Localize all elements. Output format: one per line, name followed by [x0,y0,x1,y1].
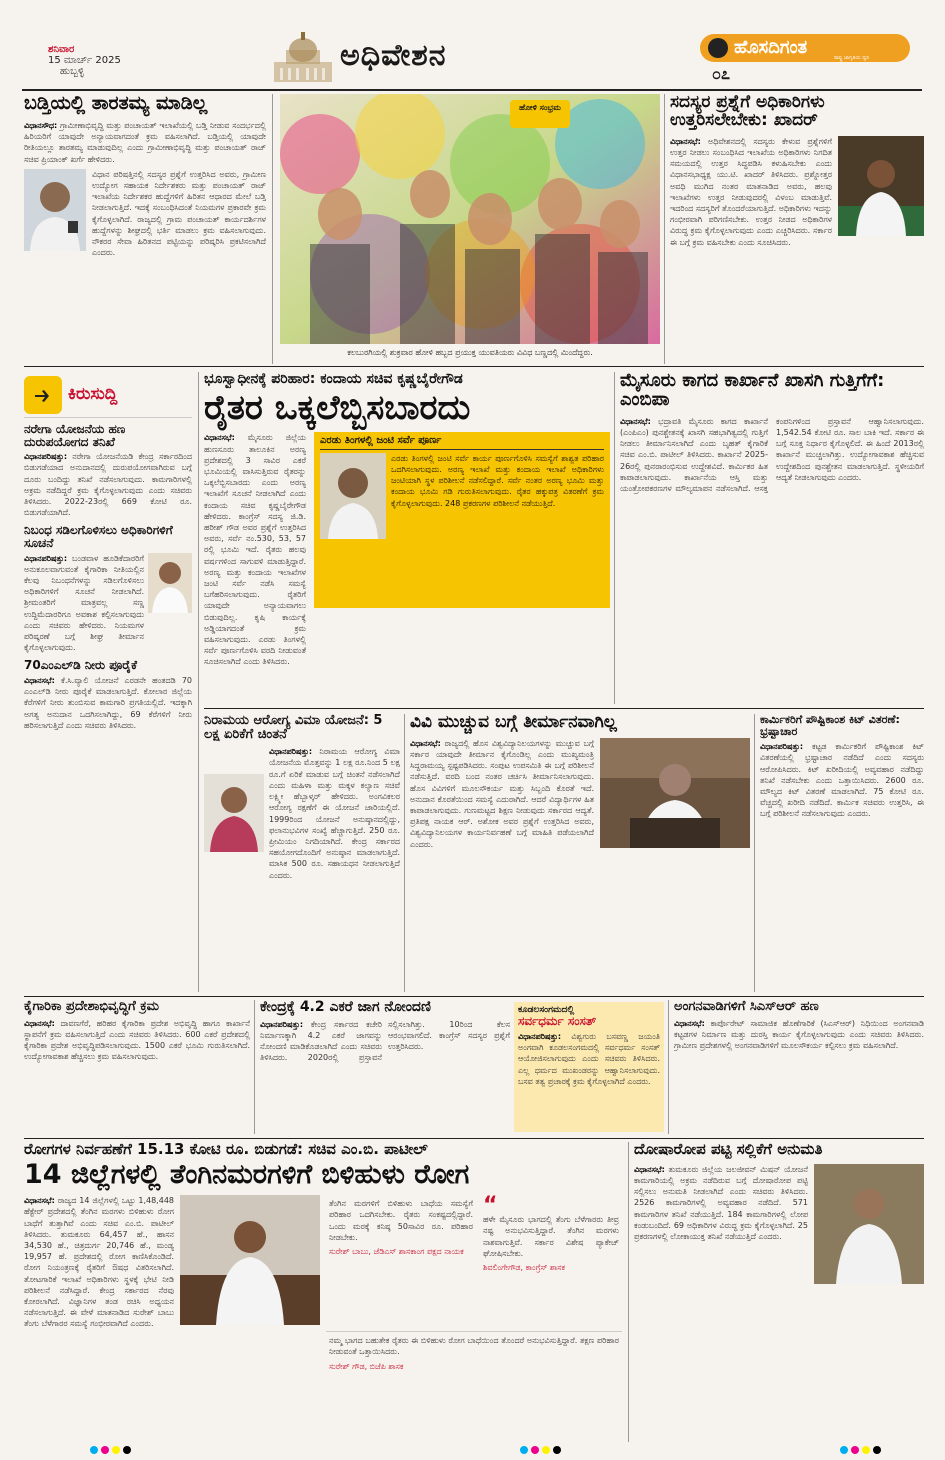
info-box-body: ಎರಡು ತಿಂಗಳಲ್ಲಿ ಜಂಟಿ ಸರ್ವೆ ಕಾರ್ಯ ಪೂರ್ಣಗೊಳಿಸಿ ಸಮಸ್ಯೆಗೆ ಶಾಶ್ವತ ಪರಿಹಾರ ಒದಗಿಸಲಾಗುವುದು. ಅರಣ್ಯ ಇಲಾಖೆ ಮತ್ತು ಕಂದಾಯ ಇಲಾಖೆ ಅಧಿಕಾರಿಗಳು ಜಂಟಿಯಾಗಿ ಸ್ಥಳ ಪರಿಶೀಲನೆ ನಡೆಸಲಿದ್ದಾರೆ. ಸರ್ವೆ ನಂತರ ಅರಣ್ಯ ಭೂಮಿ ಮತ್ತು ಕಂದಾಯ ಭೂಮಿ ಗಡಿ ಗುರುತಿಸಲಾಗುವುದು. ರೈತರ ಹಕ್ಕುಪತ್ರ ವಿತರಣೆಗೆ ಕ್ರಮ ಕೈಗೊಳ್ಳಲಾಗುವುದು. 248 ಪ್ರಕರಣಗಳ ಪರಿಶೀಲನೆ ನಡೆಯುತ್ತಿದೆ. [391,453,604,508]
holi-photo [280,94,660,344]
story-headline: ವಿವಿ ಮುಚ್ಚುವ ಬಗ್ಗೆ ತೀರ್ಮಾನವಾಗಿಲ್ಲ [410,714,617,732]
minister-photo [24,169,86,251]
brief-header [24,372,192,418]
brand-logo-icon [708,38,728,58]
story-chargesheet [634,1142,924,1442]
brief-body-text: ಬಂಡವಾಳ ಹೂಡಿಕೆದಾರರಿಗೆ ಅನುಕೂಲವಾಗುವಂತೆ ಕೈಗಾರಿಕಾ ನೀತಿಯಲ್ಲಿನ ಕೆಲವು ನಿಬಂಧನೆಗಳನ್ನು ಸಡಿಲಗೊಳಿಸಲು ಅಧಿಕಾರಿಗಳಿಗೆ ಸೂಚನೆ ನೀಡಲಾಗಿದೆ. ಶ್ರೀಮಂತರಿಗೆ ಮಾತ್ರವಲ್ಲ ಸಣ್ಣ ಉದ್ದಿಮೆದಾರರಿಗೂ ಅವಕಾಶ ಕಲ್ಪಿಸಲಾಗುವುದು ಎಂದು ಸಚಿವರು ಹೇಳಿದರು. ನಿಯಮಗಳ ಪರಿಷ್ಕರಣೆ ಬಗ್ಗೆ ಶೀಘ್ರ ತೀರ್ಮಾನ ಕೈಗೊಳ್ಳಲಾಗುವುದು. [24,553,144,653]
story-lead-text: ಗ್ರಾಮೀಣಾಭಿವೃದ್ಧಿ ಮತ್ತು ಪಂಚಾಯತ್ ಇಲಾಖೆಯಲ್ಲಿ ಬಡ್ತಿ ನೀಡುವ ಸಂದರ್ಭದಲ್ಲಿ ಹಿರಿಯರಿಗೆ ಯಾವುದೇ ಅನ್ಯಾಯವಾಗದಂತೆ ಕ್ರಮ ವಹಿಸಲಾಗಿದೆ. ಬಡ್ತಿಯಲ್ಲಿ ಯಾವುದೇ ರೀತಿಯಲ್ಲೂ ತಾರತಮ್ಯ ಮಾಡುವುದಿಲ್ಲ ಎಂದು ಗ್ರಾಮೀಣಾಭಿವೃದ್ಧಿ ಮತ್ತು ಪಂಚಾಯತ್ ರಾಜ್ ಸಚಿವ ಪ್ರಿಯಾಂಕ್ ಖರ್ಗೆ ಹೇಳಿದರು. [24,120,266,164]
registration-marks [90,1446,210,1454]
story-land-registration [260,1000,510,1134]
story-body [24,1195,174,1435]
column-rule [198,372,199,992]
story-body [269,746,400,880]
quote-2 [480,1195,622,1325]
weekday: ಶನಿವಾರ [48,44,75,55]
story-headline: ಮೈಸೂರು ಕಾಗದ ಕಾರ್ಖಾನೆ ಖಾಸಗಿ ಗುತ್ತಿಗೆಗೆ: ಎಂಬಿಪಾ [620,372,885,410]
story-body: ವಿಧಾನ ಪರಿಷತ್ತಿನಲ್ಲಿ ಸದಸ್ಯರ ಪ್ರಶ್ನೆಗೆ ಉತ್ತರಿಸಿದ ಅವರು, ಗ್ರಾಮೀಣ ಉದ್ಯೋಗ ಸಹಾಯಕ ನಿರ್ದೇಶಕರು ಮತ್ತು ಪಂಚಾಯತ್ ರಾಜ್ ಇಲಾಖೆಯ ನಿರ್ದೇಶಕರ ಹುದ್ದೆಗಳಿಗೆ ಹಿರಿತನ ಆಧಾರದ ಮೇಲೆ ಬಡ್ತಿ ನೀಡಲಾಗುತ್ತಿದೆ. ಇದಕ್ಕೆ ಸಂಬಂಧಿಸಿದಂತೆ ನಿಯಮಗಳ ಪ್ರಕಾರವೇ ಕ್ರಮ ಕೈಗೊಳ್ಳಲಾಗಿದೆ. ರಾಜ್ಯದಲ್ಲಿ ಗ್ರಾಮ ಪಂಚಾಯತ್ ಕಾರ್ಯದರ್ಶಿಗಳ ಹುದ್ದೆಗಳನ್ನು ಶೀಘ್ರದಲ್ಲಿ ಭರ್ತಿ ಮಾಡಲು ಕ್ರಮ ವಹಿಸಲಾಗುವುದು. ನೌಕರರ ಸೇವಾ ಹಿರಿತನದ ಪಟ್ಟಿಯನ್ನು ಪರಿಷ್ಕರಿಸಿ ಪ್ರಕಟಿಸಲಾಗಿದೆ ಎಂದರು. [92,169,266,258]
section-rule [204,708,924,709]
brief-dateline: ವಿಧಾನಪರಿಷತ್ತು: [24,553,68,563]
vidhana-soudha-icon [268,28,338,84]
story-body [670,136,832,248]
story-khader [670,94,924,362]
story-body [204,432,306,692]
quote-author: ಶಿವಲಿಂಗೇಗೌಡ, ಕಾಂಗ್ರೆಸ್ ಶಾಸಕ [483,1262,565,1272]
registration-marks [520,1446,640,1454]
story-lead [24,120,266,165]
story-paper-mill [620,372,924,704]
story-dateline: ವಿಧಾನಪರಿಷತ್ತು: [760,742,804,752]
story-headline: ನಿರಾಮಯ ಆರೋಗ್ಯ ವಿಮಾ ಯೋಜನೆ: 5 ಲಕ್ಷ ಏರಿಕೆಗೆ ಚಿಂತನೆ [204,714,383,742]
holi-photo-image [280,94,660,344]
story-dateline: ವಿಧಾನಸಭೆ: [410,738,441,748]
mlc-photo [148,553,192,613]
story-headline: ಸದಸ್ಯರ ಪ್ರಶ್ನೆಗೆ ಅಧಿಕಾರಿಗಳು ಉತ್ತರಿಸಲೇಬೇಕು: ಖಾದರ್ [670,94,825,130]
brief-body [24,675,192,731]
story-kicker: ಭೂಸ್ವಾಧೀನಕ್ಕೆ ಪರಿಹಾರ: ಕಂದಾಯ ಸಚಿವ ಕೃಷ್ಣಬೈರೇಗೌಡ [204,372,463,387]
quote-text: ಹಳೇ ಮೈಸೂರು ಭಾಗದಲ್ಲಿ ತೆಂಗು ಬೆಳೆಗಾರರು ತೀವ್ರ ನಷ್ಟ ಅನುಭವಿಸುತ್ತಿದ್ದಾರೆ. ತೆಂಗಿನ ಮರಗಳು ನಾಶವಾಗುತ್ತಿವೆ. ಸರ್ಕಾರ ವಿಶೇಷ ಪ್ಯಾಕೇಜ್ ಘೋಷಿಸಬೇಕು. [483,1215,619,1258]
story-body-text: ನಿರಾಮಯ ಆರೋಗ್ಯ ವಿಮಾ ಯೋಜನೆಯ ಮೊತ್ತವನ್ನು 1 ಲಕ್ಷ ರೂ.ನಿಂದ 5 ಲಕ್ಷ ರೂ.ಗೆ ಏರಿಕೆ ಮಾಡುವ ಬಗ್ಗೆ ಚಿಂತನೆ ನಡೆಸಲಾಗಿದೆ ಎಂದು ಮಹಿಳಾ ಮತ್ತು ಮಕ್ಕಳ ಕಲ್ಯಾಣ ಸಚಿವೆ ಲಕ್ಷ್ಮೀ ಹೆಬ್ಬಾಳ್ಕರ್ ಹೇಳಿದರು. ಅಂಗವಿಕಲರ ಆರೋಗ್ಯ ರಕ್ಷಣೆಗೆ ಈ ಯೋಜನೆ ಜಾರಿಯಲ್ಲಿದೆ. 1999ರಿಂದ ಯೋಜನೆ ಅನುಷ್ಠಾನದಲ್ಲಿದ್ದು, ಫಲಾನುಭವಿಗಳ ಸಂಖ್ಯೆ ಹೆಚ್ಚಾಗುತ್ತಿದೆ. 250 ರೂ. ಪ್ರೀಮಿಯಂ ನಿಗದಿಯಾಗಿದೆ. ಕೇಂದ್ರ ಸರ್ಕಾರದ ಸಹಯೋಗದೊಂದಿಗೆ ಅನುಷ್ಠಾನ ಮಾಡಲಾಗುತ್ತಿದೆ. ಮಾಸಿಕ 500 ರೂ. ಸಹಾಯಧನ ನೀಡಲಾಗುತ್ತಿದೆ ಎಂದರು. [269,747,400,880]
story-kicker: ರೋಗಗಳ ನಿರ್ವಹಣೆಗೆ 15.13 ಕೋಟಿ ರೂ. ಬಿಡುಗಡೆ: ಸಚಿವ ಎಂ.ಬಿ. ಪಾಟೀಲ್ [24,1142,428,1158]
story-labour-kit [760,714,924,992]
section-rule [24,996,924,997]
registration-marks [840,1446,945,1454]
story-dateline: ವಿಧಾನಪರಿಷತ್ತು: [518,1032,562,1042]
brief-dateline: ವಿಧಾನಸಭೆ: [24,676,55,686]
column-rule [668,1000,669,1134]
story-body [620,416,924,494]
story-body [260,1019,510,1064]
story-body-text: ಭದ್ರಾವತಿ ಮೈಸೂರು ಕಾಗದ ಕಾರ್ಖಾನೆ (ಎಂಪಿಎಂ) ಪುನಶ್ಚೇತನಕ್ಕೆ ಖಾಸಗಿ ಸಹಭಾಗಿತ್ವದಲ್ಲಿ ಗುತ್ತಿಗೆ ನೀಡಲು ತೀರ್ಮಾನಿಸಲಾಗಿದೆ ಎಂದು ಬೃಹತ್ ಕೈಗಾರಿಕೆ ಸಚಿವ ಎಂ.ಬಿ. ಪಾಟೀಲ್ ತಿಳಿಸಿದರು. ಕಾರ್ಖಾನೆ 2025-26ರಲ್ಲಿ ಪುನರಾರಂಭಿಸುವ ಉದ್ದೇಶವಿದೆ. ಕಾರ್ಮಿಕರ ಹಿತ ಕಾಪಾಡಲಾಗುವುದು. ಕಾರ್ಖಾನೆಯ ಆಸ್ತಿ ಮತ್ತು ಯಂತ್ರೋಪಕರಣಗಳ ಮೌಲ್ಯಮಾಪನ ನಡೆಸಲಾಗಿದೆ. ಆಸಕ್ತ ಕಂಪನಿಗಳಿಂದ ಪ್ರಸ್ತಾವನೆ ಆಹ್ವಾನಿಸಲಾಗುವುದು. 1,542.54 ಕೋಟಿ ರೂ. ಸಾಲ ಬಾಕಿ ಇದೆ. ಸರ್ಕಾರ ಈ ಬಗ್ಗೆ ಸೂಕ್ತ ನಿರ್ಧಾರ ಕೈಗೊಳ್ಳಲಿದೆ. ಈ ಹಿಂದೆ 2013ರಲ್ಲಿ ಕಾರ್ಖಾನೆ ಮುಚ್ಚಲಾಗಿತ್ತು. ಉದ್ಯೋಗಾವಕಾಶ ಹೆಚ್ಚಿಸುವ ಉದ್ದೇಶದಿಂದ ಪುನಶ್ಚೇತನ ಮಾಡಲಾಗುತ್ತಿದೆ. ಸ್ಥಳೀಯರಿಗೆ ಆದ್ಯತೆ ನೀಡಲಾಗುವುದು ಎಂದರು. [620,416,924,493]
column-rule [404,714,405,992]
story-dateline: ವಿಧಾನಸೌಧ: [24,120,58,130]
story-headline: ಸರ್ವಧರ್ಮ ಸಂಸತ್ [518,1014,597,1029]
column-rule [628,1142,629,1442]
holi-caption: ಕಲಬುರಗಿಯಲ್ಲಿ ಶುಕ್ರವಾರ ಹೋಳಿ ಹಬ್ಬದ ಪ್ರಯುಕ್ತ ಯುವತಿಯರು ವಿವಿಧ ಬಣ್ಣದಲ್ಲಿ ಮಿಂದೆದ್ದರು. [347,348,593,357]
story-industrial-area [24,1000,250,1134]
story-body [674,1018,924,1052]
brand-tagline: ರಾಷ್ಟ್ರ ಜಾಗೃತಿಯ ಧ್ವನಿ [834,55,870,61]
story-body-text: ರಾಜ್ಯದಲ್ಲಿ ಹೊಸ ವಿಶ್ವವಿದ್ಯಾನಿಲಯಗಳನ್ನು ಮುಚ್ಚುವ ಬಗ್ಗೆ ಸರ್ಕಾರ ಯಾವುದೇ ತೀರ್ಮಾನ ಕೈಗೊಂಡಿಲ್ಲ ಎಂದು ಮುಖ್ಯಮಂತ್ರಿ ಸಿದ್ದರಾಮಯ್ಯ ಸ್ಪಷ್ಟಪಡಿಸಿದರು. ಸಂಪುಟ ಉಪಸಮಿತಿ ಈ ಬಗ್ಗೆ ಪರಿಶೀಲನೆ ನಡೆಸುತ್ತಿದೆ. ವರದಿ ಬಂದ ನಂತರ ಚರ್ಚಿಸಿ ತೀರ್ಮಾನಿಸಲಾಗುವುದು. ಹೊಸ ವಿವಿಗಳಿಗೆ ಮೂಲಸೌಕರ್ಯ ಮತ್ತು ಸಿಬ್ಬಂದಿ ಕೊರತೆ ಇದೆ. ಅನುದಾನ ಕೊರತೆಯಿಂದ ಸಮಸ್ಯೆ ಎದುರಾಗಿದೆ. ಆದರೆ ವಿದ್ಯಾರ್ಥಿಗಳ ಹಿತ ಕಾಪಾಡಲಾಗುವುದು. ಗುಣಮಟ್ಟದ ಶಿಕ್ಷಣ ನೀಡುವುದು ಸರ್ಕಾರದ ಆದ್ಯತೆ. ಪ್ರತಿಪಕ್ಷ ನಾಯಕ ಆರ್. ಅಶೋಕ ಅವರ ಪ್ರಶ್ನೆಗೆ ಉತ್ತರಿಸಿದ ಅವರು, ವಿಶ್ವವಿದ್ಯಾನಿಲಯಗಳ ಕಾರ್ಯನಿರ್ವಹಣೆ ಬಗ್ಗೆ ಮಾಹಿತಿ ಪಡೆಯಲಾಗಿದೆ ಎಂದರು. [410,738,594,849]
story-body [518,1031,660,1087]
masthead-rule [22,89,922,91]
quote-text: ತೆಂಗಿನ ಮರಗಳಿಗೆ ಬಿಳಿಹುಳು ಬಾಧೆಯ ಸಮಸ್ಯೆಗೆ ಪರಿಹಾರ ಒದಗಿಸಬೇಕು. ರೈತರು ಸಂಕಷ್ಟದಲ್ಲಿದ್ದಾರೆ. ಒಂದು ಮರಕ್ಕೆ ಕನಿಷ್ಠ 50ಸಾವಿರ ರೂ. ಪರಿಹಾರ ನೀಡಬೇಕು. [329,1199,473,1242]
brand-badge [700,34,910,62]
story-dateline: ವಿಧಾನಸಭೆ: [24,1018,55,1028]
story-body-text: ಕಟ್ಟಡ ಕಾರ್ಮಿಕರಿಗೆ ಪೌಷ್ಟಿಕಾಂಶ ಕಿಟ್ ವಿತರಣೆಯಲ್ಲಿ ಭ್ರಷ್ಟಾಚಾರ ನಡೆದಿದೆ ಎಂದು ಸದಸ್ಯರು ಆರೋಪಿಸಿದರು. ಕಿಟ್ ಖರೀದಿಯಲ್ಲಿ ಅವ್ಯವಹಾರ ನಡೆದಿದ್ದು ತನಿಖೆ ನಡೆಸಬೇಕು ಎಂದು ಒತ್ತಾಯಿಸಿದರು. 2600 ರೂ. ಮೌಲ್ಯದ ಕಿಟ್ ವಿತರಣೆ ಮಾಡಲಾಗಿದೆ. 75 ಕೋಟಿ ರೂ. ವೆಚ್ಚದಲ್ಲಿ ಖರೀದಿ ನಡೆದಿದೆ. ಕಾರ್ಮಿಕ ಸಚಿವರು ಉತ್ತರಿಸಿ, ಈ ಬಗ್ಗೆ ಪರಿಶೀಲನೆ ನಡೆಸಲಾಗುವುದು ಎಂದರು. [760,742,924,819]
brief-headline: ನರೇಗಾ ಯೋಜನೆಯ ಹಣ ದುರುಪಯೋಗದ ತನಿಖೆ [24,422,126,449]
column-rule [614,372,615,704]
holi-badge: ಹೋಳಿ ಸಂಭ್ರಮ [510,100,570,128]
quote-author: ಸುರೇಶ್ ಬಾಬು, ಜೆಡಿಎಸ್ ಶಾಸಕಾಂಗ ಪಕ್ಷದ ನಾಯಕ [329,1246,464,1256]
brief-body [24,451,192,518]
quote-3 [326,1331,622,1435]
section-rule [24,1138,924,1139]
story-kicker: ಕೂಡಲಸಂಗಮದಲ್ಲಿ [518,1005,575,1015]
brand-name: ಹೊಸದಿಗಂತ [734,37,808,58]
brief-body [24,553,144,654]
legislator-photo [814,1164,924,1284]
story-dateline: ವಿಧಾನಸಭೆ: [634,1164,665,1174]
story-dateline: ವಿಧಾನಪರಿಷತ್ತು: [260,1019,304,1029]
brief-dateline: ವಿಧಾನಪರಿಷತ್ತು: [24,452,68,462]
brief-body-text: ನರೇಗಾ ಯೋಜನೆಯಡಿ ಕೇಂದ್ರ ಸರ್ಕಾರದಿಂದ ಬಿಡುಗಡೆಯಾದ ಅನುದಾನದಲ್ಲಿ ದುರುಪಯೋಗವಾಗಿರುವ ಬಗ್ಗೆ ದೂರು ಬಂದಿದ್ದು ತನಿಖೆ ನಡೆಸಲಾಗುವುದು. ಕಾಮಗಾರಿಗಳಲ್ಲಿ ಅಕ್ರಮ ನಡೆದಿದ್ದರೆ ಕ್ರಮ ಕೈಗೊಳ್ಳಲಾಗುವುದು ಎಂದು ಸಚಿವರು ತಿಳಿಸಿದರು. 2022-23ರಲ್ಲಿ 669 ಕೋಟಿ ರೂ. ಬಿಡುಗಡೆಯಾಗಿದೆ. [24,452,192,518]
page-number: ೦೭ [712,64,730,83]
column-rule [664,94,665,364]
story-dateline: ವಿಧಾನಸಭೆ: [24,1196,55,1206]
pointing-hand-icon [24,376,62,414]
story-headline: ಕೇಂದ್ರಕ್ಕೆ 4.2 ಎಕರೆ ಜಾಗ ನೋಂದಣಿ [260,1000,431,1015]
story-body-text: ಅಧಿವೇಶನದಲ್ಲಿ ಸದಸ್ಯರು ಕೇಳುವ ಪ್ರಶ್ನೆಗಳಿಗೆ ಉತ್ತರ ನೀಡಲು ಸಂಬಂಧಿಸಿದ ಇಲಾಖೆಯ ಅಧಿಕಾರಿಗಳು ನಿಗದಿತ ಸಮಯದಲ್ಲಿ ಉತ್ತರ ಸಿದ್ಧಪಡಿಸಿ ಕಳುಹಿಸಬೇಕು ಎಂದು ವಿಧಾನಸಭಾಧ್ಯಕ್ಷ ಯು.ಟಿ. ಖಾದರ್ ತಿಳಿಸಿದರು. ಪ್ರಶ್ನೋತ್ತರ ಅವಧಿ ಮುಗಿದ ನಂತರ ಮಾತನಾಡಿದ ಅವರು, ಹಲವು ಇಲಾಖೆಗಳು ಉತ್ತರ ನೀಡುವುದರಲ್ಲಿ ವಿಳಂಬ ಮಾಡುತ್ತಿವೆ. ಇದರಿಂದ ಸದಸ್ಯರಿಗೆ ತೊಂದರೆಯಾಗುತ್ತಿದೆ. ಅಧಿಕಾರಿಗಳು ಇದನ್ನು ಗಂಭೀರವಾಗಿ ಪರಿಗಣಿಸಬೇಕು. ಉತ್ತರ ನೀಡದ ಅಧಿಕಾರಿಗಳ ವಿರುದ್ಧ ಕ್ರಮ ಕೈಗೊಳ್ಳಲಾಗುವುದು ಎಂದು ಎಚ್ಚರಿಸಿದರು. ಸರ್ಕಾರ ಈ ಬಗ್ಗೆ ಕ್ರಮ ವಹಿಸಬೇಕು ಎಂದು ಸೂಚಿಸಿದರು. [670,136,833,247]
story-body-text: ರಾಜ್ಯದ 14 ಜಿಲ್ಲೆಗಳಲ್ಲಿ ಒಟ್ಟು 1,48,448 ಹೆಕ್ಟೇರ್ ಪ್ರದೇಶದಲ್ಲಿ ತೆಂಗಿನ ಮರಗಳು ಬಿಳಿಹುಳು ರೋಗ ಬಾಧೆಗೆ ತುತ್ತಾಗಿವೆ ಎಂದು ಸಚಿವ ಎಂ.ಬಿ. ಪಾಟೀಲ್ ತಿಳಿಸಿದರು. ತುಮಕೂರು 64,457 ಹೆ., ಹಾಸನ 34,530 ಹೆ., ಚಿತ್ರದುರ್ಗ 20,746 ಹೆ., ಮಂಡ್ಯ 19,957 ಹೆ. ಪ್ರದೇಶದಲ್ಲಿ ರೋಗ ಕಾಣಿಸಿಕೊಂಡಿದೆ. ರೋಗ ನಿಯಂತ್ರಣಕ್ಕೆ ರೈತರಿಗೆ ಔಷಧ ವಿತರಿಸಲಾಗಿದೆ. ತೋಟಗಾರಿಕೆ ಇಲಾಖೆ ಅಧಿಕಾರಿಗಳು ಸ್ಥಳಕ್ಕೆ ಭೇಟಿ ನೀಡಿ ಪರಿಶೀಲನೆ ನಡೆಸಿದ್ದಾರೆ. ಕೇಂದ್ರ ಸರ್ಕಾರದ ನೆರವು ಕೋರಲಾಗಿದೆ. ವಿಜ್ಞಾನಿಗಳ ತಂಡ ರಚಿಸಿ ಅಧ್ಯಯನ ನಡೆಸಲಾಗುತ್ತಿದೆ. ಈ ವೇಳೆ ಮಾತನಾಡಿದ ಸುರೇಶ್ ಬಾಬು ತೆಂಗು ಬೆಳೆಗಾರರ ಸಮಸ್ಯೆ ಗಂಭೀರವಾಗಿದೆ ಎಂದರು. [24,1196,174,1329]
quote-text: ನಮ್ಮ ಭಾಗದ ಬಹುತೇಕ ರೈತರು ಈ ಬಿಳಿಹುಳು ರೋಗ ಬಾಧೆಯಿಂದ ತೊಂದರೆ ಅನುಭವಿಸುತ್ತಿದ್ದಾರೆ. ತಕ್ಷಣ ಪರಿಹಾರ ನೀಡುವಂತೆ ಒತ್ತಾಯಿಸಿದರು. [329,1336,619,1357]
speaker-photo [838,136,924,236]
quote-mark-icon: “ [483,1193,498,1219]
brief-column [24,372,192,992]
column-rule [754,714,755,992]
issue-date: 15 ಮಾರ್ಚ್ 2025 [48,55,121,66]
story-body [634,1164,808,1284]
story-anganwadi [674,1000,924,1134]
woman-minister-photo [204,774,264,852]
story-dateline: ವಿಧಾನಸಭೆ: [620,416,651,426]
section-rule [24,366,924,367]
edition-place: ಹುಬ್ಬಳ್ಳಿ [60,66,85,77]
story-headline: ಬಡ್ತಿಯಲ್ಲಿ ತಾರತಮ್ಯ ಮಾಡಿಲ್ಲ [24,94,208,114]
story-body-text: ದಾವಣಗೆರೆ, ಹರಿಹರ ಕೈಗಾರಿಕಾ ಪ್ರದೇಶ ಅಭಿವೃದ್ಧಿ ಹಾಗೂ ಕಾರ್ಖಾನೆ ಸ್ಥಾಪನೆಗೆ ಕ್ರಮ ವಹಿಸಲಾಗುತ್ತಿದೆ ಎಂದು ಸಚಿವರು ತಿಳಿಸಿದರು. 600 ಎಕರೆ ಪ್ರದೇಶದಲ್ಲಿ ಕೈಗಾರಿಕಾ ಪ್ರದೇಶ ಅಭಿವೃದ್ಧಿಪಡಿಸಲಾಗುವುದು. 1500 ಎಕರೆ ಭೂಮಿ ಗುರುತಿಸಲಾಗಿದೆ. ಉದ್ಯೋಗಾವಕಾಶ ಹೆಚ್ಚಿಸಲು ಕ್ರಮ ವಹಿಸಲಾಗುವುದು. [24,1018,250,1062]
story-body-text: ವಿಶ್ವಗುರು ಬಸವಣ್ಣ ಜಯಂತಿ ಅಂಗವಾಗಿ ಕೂಡಲಸಂಗಮದಲ್ಲಿ ಸರ್ವಧರ್ಮ ಸಂಸತ್ ಆಯೋಜಿಸಲಾಗುವುದು ಎಂದು ಸಚಿವರು ತಿಳಿಸಿದರು. ಎಲ್ಲ ಧರ್ಮದ ಮುಖಂಡರನ್ನು ಆಹ್ವಾನಿಸಲಾಗುವುದು. ಬಸವ ತತ್ವ ಪ್ರಚಾರಕ್ಕೆ ಕ್ರಮ ಕೈಗೊಳ್ಳಲಾಗಿದೆ ಎಂದರು. [518,1032,660,1086]
story-body [760,741,924,819]
revenue-minister-photo [320,453,386,539]
story-headline: ಅಂಗನವಾಡಿಗಳಿಗೆ ಸಿಎಸ್‌ಆರ್ ಹಣ [674,1000,819,1014]
story-body-text: ತುಮಕೂರು ಜಿಲ್ಲೆಯ ಜಲಜೀವನ್ ಮಿಷನ್ ಯೋಜನೆ ಕಾಮಗಾರಿಯಲ್ಲಿ ಅಕ್ರಮ ನಡೆದಿರುವ ಬಗ್ಗೆ ದೋಷಾರೋಪ ಪಟ್ಟಿ ಸಲ್ಲಿಸಲು ಅನುಮತಿ ನೀಡಲಾಗಿದೆ ಎಂದು ಸಚಿವರು ತಿಳಿಸಿದರು. 2526 ಕಾಮಗಾರಿಗಳಲ್ಲಿ ಅವ್ಯವಹಾರ ನಡೆದಿದೆ. 571 ಕಾಮಗಾರಿಗಳ ತನಿಖೆ ನಡೆಯುತ್ತಿದೆ. 184 ಕಾಮಗಾರಿಗಳಲ್ಲಿ ಲೋಪ ಕಂಡುಬಂದಿದೆ. 69 ಅಧಿಕಾರಿಗಳ ವಿರುದ್ಧ ಕ್ರಮ ಕೈಗೊಳ್ಳಲಾಗಿದೆ. 25 ಪ್ರಕರಣಗಳಲ್ಲಿ ಲೋಕಾಯುಕ್ತ ತನಿಖೆ ನಡೆಯುತ್ತಿದೆ ಎಂದರು. [634,1164,808,1241]
quote-author: ಸುರೇಶ್ ಗೌಡ, ಬಿಜೆಪಿ ಶಾಸಕ [329,1361,404,1371]
story-body-text: ಕೇಂದ್ರ ಸರ್ಕಾರದ ಕಚೇರಿ ನಿರ್ಮಾಣಕ್ಕಾಗಿ 4.2 ಎಕರೆ ಜಾಗವನ್ನು ನೋಂದಣಿ ಮಾಡಿಕೊಡಲಾಗಿದೆ ಎಂದು ಸಚಿವರು ತಿಳಿಸಿದರು. 2020ರಲ್ಲಿ ಪ್ರಸ್ತಾವನೆ ಸಲ್ಲಿಸಲಾಗಿತ್ತು. 10ರಿಂದ ಕೆಲಸ ಆರಂಭವಾಗಲಿದೆ. ಕಾಂಗ್ರೆಸ್ ಸದಸ್ಯರ ಪ್ರಶ್ನೆಗೆ ಉತ್ತರಿಸಿದರು. [260,1019,510,1063]
story-body-text: ಮೈಸೂರು ಜಿಲ್ಲೆಯ ಹುಣಸೂರು ತಾಲೂಕಿನ ಅರಣ್ಯ ಪ್ರದೇಶದಲ್ಲಿ 3 ಸಾವಿರ ಎಕರೆ ಭೂಮಿಯಲ್ಲಿ ವಾಸಿಸುತ್ತಿರುವ ರೈತರನ್ನು ಒಕ್ಕಲೆಬ್ಬಿಸಬಾರದು ಎಂದು ಅರಣ್ಯ ಇಲಾಖೆಗೆ ಸೂಚನೆ ನೀಡಲಾಗಿದೆ ಎಂದು ಕಂದಾಯ ಸಚಿವ ಕೃಷ್ಣಬೈರೇಗೌಡ ಹೇಳಿದರು. ಕಾಂಗ್ರೆಸ್ ಸದಸ್ಯ ಜಿ.ಡಿ. ಹರೀಶ್ ಗೌಡ ಅವರ ಪ್ರಶ್ನೆಗೆ ಉತ್ತರಿಸಿದ ಅವರು, ಸರ್ವೆ ನಂ.530, 53, 57 ರಲ್ಲಿ ಭೂಮಿ ಇದೆ. ರೈತರು ಹಲವು ವರ್ಷಗಳಿಂದ ಸಾಗುವಳಿ ಮಾಡುತ್ತಿದ್ದಾರೆ. ಅರಣ್ಯ ಮತ್ತು ಕಂದಾಯ ಇಲಾಖೆಗಳ ಜಂಟಿ ಸರ್ವೆ ನಡೆಸಿ ಸಮಸ್ಯೆ ಬಗೆಹರಿಸಲಾಗುವುದು. ರೈತರಿಗೆ ಯಾವುದೇ ಅನ್ಯಾಯವಾಗಲು ಬಿಡುವುದಿಲ್ಲ. ಕೃಷಿ ಕಾರ್ಯಕ್ಕೆ ಅಡ್ಡಿಯಾಗದಂತೆ ಕ್ರಮ ವಹಿಸಲಾಗುವುದು. ಎರಡು ತಿಂಗಳಲ್ಲಿ ಸರ್ವೆ ಪೂರ್ಣಗೊಳಿಸಿ ವರದಿ ನೀಡುವಂತೆ ಸೂಚಿಸಲಾಗಿದೆ ಎಂದು ತಿಳಿಸಿದರು. [204,433,306,667]
brief-headline: ನಿಬಂಧ ಸಡಿಲಗೊಳಿಸಲು ಅಧಿಕಾರಿಗಳಿಗೆ ಸೂಚನೆ [24,523,173,550]
brief-headline: 70ಎಂಎಲ್‌ಡಿ ನೀರು ಪೂರೈಕೆ [24,658,137,673]
story-headline: ಕೈಗಾರಿಕಾ ಪ್ರದೇಶಾಭಿವೃದ್ಧಿಗೆ ಕ್ರಮ [24,1000,160,1014]
story-coconut [24,1142,622,1442]
column-rule [272,94,273,364]
story-headline: ರೈತರ ಒಕ್ಕಲೆಬ್ಬಿಸಬಾರದು [204,387,471,428]
story-dateline: ವಿಧಾನಸಭೆ: [674,1018,705,1028]
masthead [0,0,945,90]
story-sarvadharma [514,1002,664,1132]
story-dateline: ವಿಧಾನಸಭೆ: [204,433,235,443]
cm-photo [600,738,750,848]
story-headline: ಕಾರ್ಮಿಕರಿಗೆ ಪೌಷ್ಟಿಕಾಂಶ ಕಿಟ್ ವಿತರಣೆ: ಭ್ರಷ್ಟಾಚಾರ [760,714,900,738]
story-body-text: ಕಾರ್ಪೊರೇಟ್ ಸಾಮಾಜಿಕ ಹೊಣೆಗಾರಿಕೆ (ಸಿಎಸ್‌ಆರ್) ನಿಧಿಯಿಂದ ಅಂಗನವಾಡಿ ಕಟ್ಟಡಗಳ ನಿರ್ಮಾಣ ಮತ್ತು ದುರಸ್ತಿ ಕಾರ್ಯ ಕೈಗೊಳ್ಳಲಾಗುವುದು ಎಂದು ಸಚಿವರು ತಿಳಿಸಿದರು. ಗ್ರಾಮೀಣ ಪ್ರದೇಶಗಳಲ್ಲಿ ಅಂಗನವಾಡಿಗಳಿಗೆ ಮೂಲಸೌಕರ್ಯ ಕಲ್ಪಿಸಲು ಕ್ರಮ ವಹಿಸಲಾಗಿದೆ. [674,1018,924,1051]
story-niramaya [204,714,400,992]
story-body [24,1018,250,1063]
column-rule [254,1000,255,1134]
story-headline: 14 ಜಿಲ್ಲೆಗಳಲ್ಲಿ ತೆಂಗಿನಮರಗಳಿಗೆ ಬಿಳಿಹುಳು ರೋಗ [24,1158,470,1190]
story-dateline: ವಿಧಾನಪರಿಷತ್ತು: [269,747,313,757]
info-box [314,432,610,608]
mb-patil-photo [180,1195,320,1325]
quote-1 [326,1195,476,1325]
story-farmers [204,372,610,704]
brief-body-text: ಕೆ.ಸಿ.ವ್ಯಾಲಿ ಯೋಜನೆ ಎರಡನೇ ಹಂತದಡಿ 70 ಎಂಎಲ್‌ಡಿ ನೀರು ಪೂರೈಕೆ ಮಾಡಲಾಗುತ್ತಿದೆ. ಕೋಲಾರ ಜಿಲ್ಲೆಯ ಕೆರೆಗಳಿಗೆ ನೀರು ತುಂಬಿಸುವ ಕಾಮಗಾರಿ ಪ್ರಗತಿಯಲ್ಲಿದೆ. ಇದಕ್ಕಾಗಿ ಅಗತ್ಯ ಅನುದಾನ ಒದಗಿಸಲಾಗಿದ್ದು, 69 ಕೆರೆಗಳಿಗೆ ನೀರು ಹರಿಸಲಾಗುತ್ತಿದೆ ಎಂದು ಸಚಿವರು ತಿಳಿಸಿದರು. [24,676,192,730]
section-title: ಅಧಿವೇಶನ [340,38,447,73]
dateline-block [48,44,121,77]
story-university [410,714,750,992]
brief-title: ಕಿರುಸುದ್ದಿ [68,383,118,404]
story-headline: ದೋಷಾರೋಪ ಪಟ್ಟಿ ಸಲ್ಲಿಕೆಗೆ ಅನುಮತಿ [634,1142,823,1158]
story-body [410,738,594,850]
story-badti [24,94,266,362]
info-box-headline: ಎರಡು ತಿಂಗಳಲ್ಲಿ ಜಂಟಿ ಸರ್ವೆ ಪೂರ್ಣ [320,436,604,450]
story-dateline: ವಿಧಾನಸಭೆ: [670,136,701,146]
